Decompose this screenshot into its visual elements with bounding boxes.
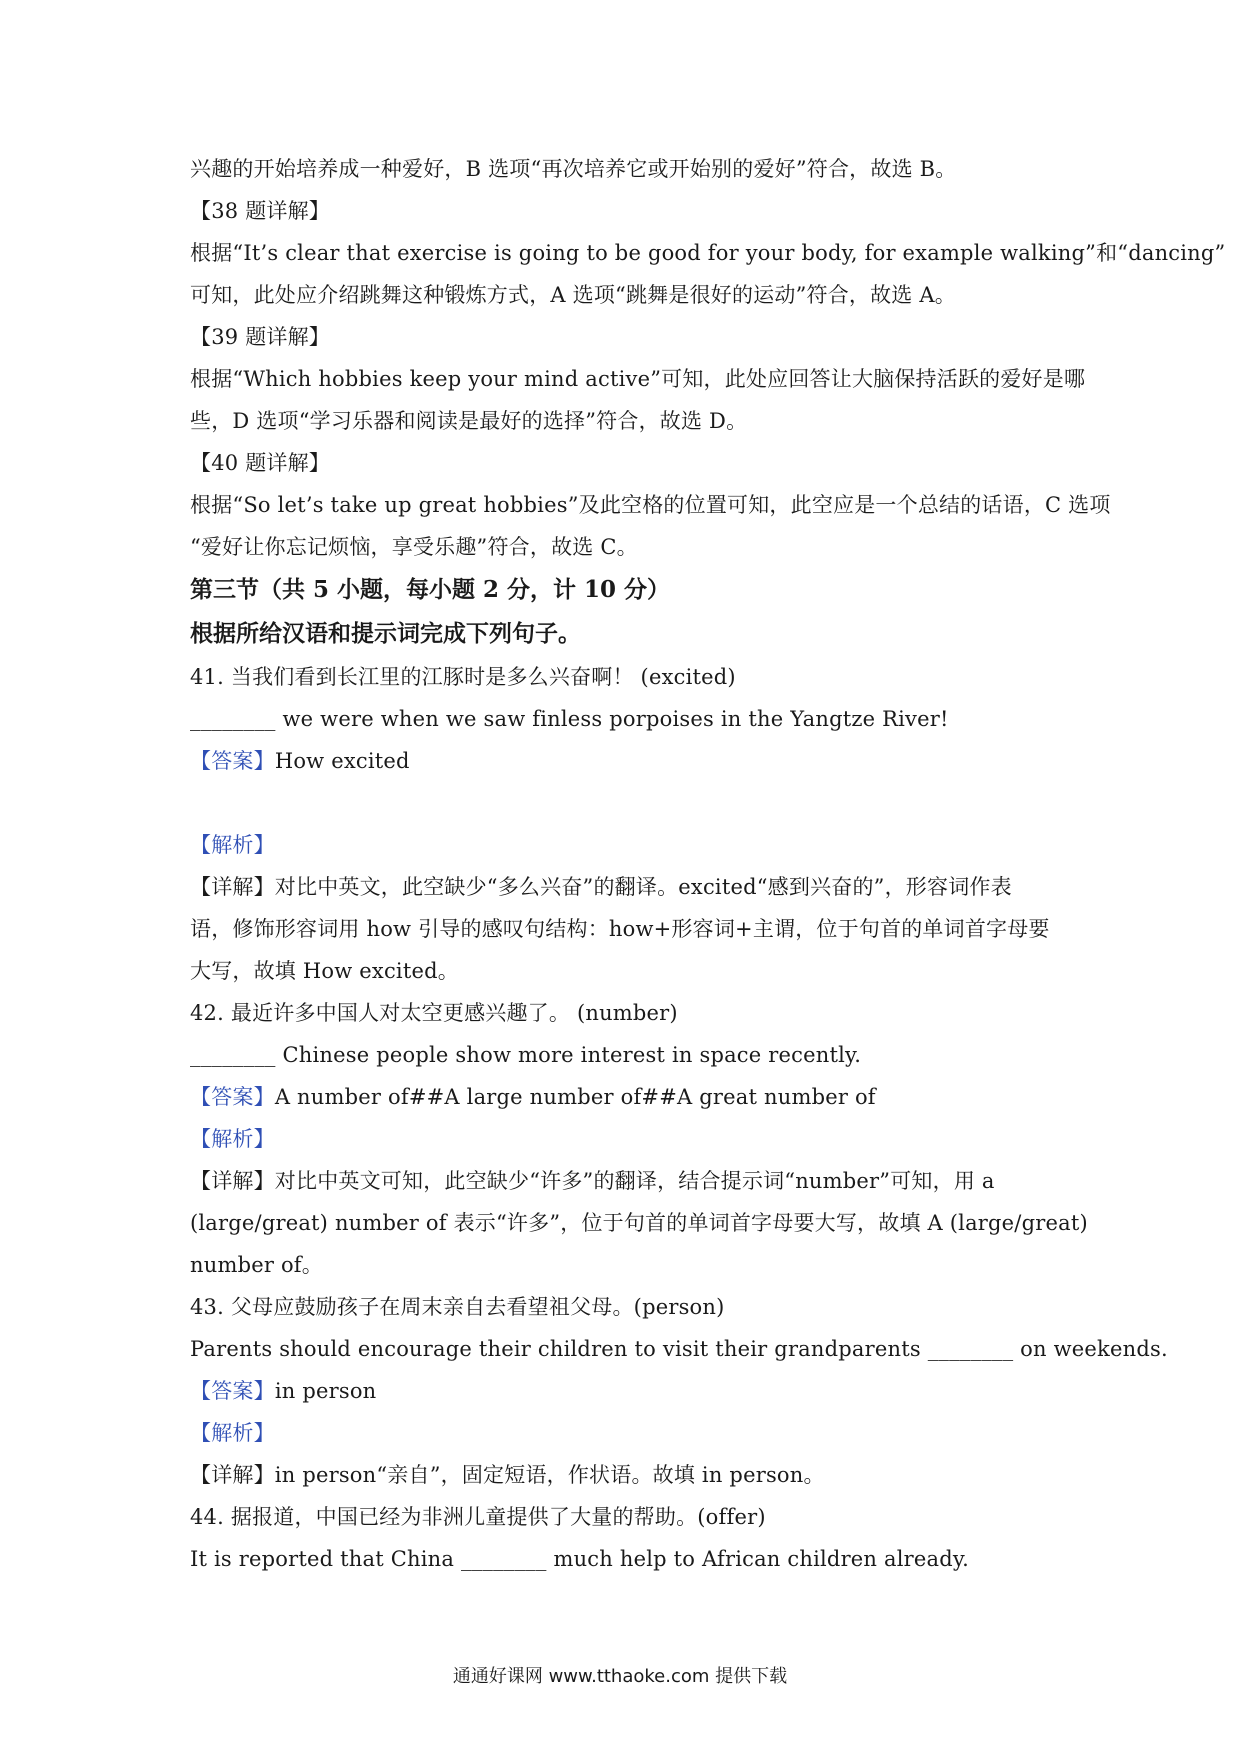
q38-detail-tag: 【38 题详解】 bbox=[190, 199, 330, 223]
text-line: “爱好让你忘记烦恼，享受乐趣”符合，故选 C。 bbox=[190, 535, 638, 559]
q43-analysis-tag: 【解析】 bbox=[190, 1421, 275, 1445]
q44-sentence: It is reported that China ________ much help to African children already. bbox=[190, 1547, 970, 1571]
section-title: 第三节（共 5 小题，每小题 2 分，计 10 分） bbox=[190, 576, 671, 603]
q41-answer-row bbox=[190, 740, 1070, 782]
page-content bbox=[190, 148, 1226, 1580]
text-line: 根据“So let’s take up great hobbies”及此空格的位置可知，此空应是一个总结的话语，C 选项 bbox=[190, 493, 1111, 517]
q39-detail-tag: 【39 题详解】 bbox=[190, 325, 330, 349]
section-instruction: 根据所给汉语和提示词完成下列句子。 bbox=[190, 620, 581, 647]
q42-prompt: 42. 最近许多中国人对太空更感兴趣了。 (number) bbox=[190, 1001, 678, 1025]
text-line: 根据“Which hobbies keep your mind active”可知，此处应回答让大脑保持活跃的爱好是哪 bbox=[190, 367, 1086, 391]
q43-detail-line: 【详解】in person“亲自”，固定短语，作状语。故填 in person。 bbox=[190, 1463, 825, 1487]
text-line: 可知，此处应介绍跳舞这种锻炼方式，A 选项“跳舞是很好的运动”符合，故选 A。 bbox=[190, 283, 956, 307]
q41-detail-line: 大写，故填 How excited。 bbox=[190, 959, 459, 983]
q43-sentence: Parents should encourage their children to visit their grandparents ________ on weekends. bbox=[190, 1337, 1168, 1361]
page-footer: 通通好课网 www.tthaoke.com 提供下载 bbox=[452, 1666, 788, 1687]
text-line: 兴趣的开始培养成一种爱好，B 选项“再次培养它或开始别的爱好”符合，故选 B。 bbox=[190, 157, 957, 181]
q43-answer: in person bbox=[274, 1379, 377, 1403]
q41-answer: How excited bbox=[274, 749, 410, 773]
q40-detail-tag: 【40 题详解】 bbox=[190, 451, 330, 475]
q43-answer-row bbox=[190, 1370, 1070, 1412]
q43-prompt: 43. 父母应鼓励孩子在周末亲自去看望祖父母。(person) bbox=[190, 1295, 725, 1319]
answer-tag: 【答案】 bbox=[190, 749, 275, 773]
text-line: 根据“It’s clear that exercise is going to be good for your body, for example walking”和“dancing” bbox=[190, 241, 1226, 265]
text-line: 些，D 选项“学习乐器和阅读是最好的选择”符合，故选 D。 bbox=[190, 409, 748, 433]
q44-prompt: 44. 据报道，中国已经为非洲儿童提供了大量的帮助。(offer) bbox=[190, 1505, 766, 1529]
q42-detail-line: (large/great) number of 表示“许多”，位于句首的单词首字母要大写，故填 A (large/great) bbox=[190, 1211, 1088, 1235]
q42-detail-line: 【详解】对比中英文可知，此空缺少“许多”的翻译，结合提示词“number”可知，用 a bbox=[190, 1169, 995, 1193]
q42-detail-line: number of。 bbox=[190, 1253, 323, 1277]
q41-sentence: ________ we were when we saw finless porpoises in the Yangtze River! bbox=[190, 707, 949, 731]
q41-prompt: 41. 当我们看到长江里的江豚时是多么兴奋啊！ (excited) bbox=[190, 665, 736, 689]
answer-tag: 【答案】 bbox=[190, 1379, 275, 1403]
q42-sentence: ________ Chinese people show more interest in space recently. bbox=[190, 1043, 862, 1067]
q42-answer-row bbox=[190, 1076, 1070, 1118]
q42-analysis-tag: 【解析】 bbox=[190, 1127, 275, 1151]
answer-tag: 【答案】 bbox=[190, 1085, 275, 1109]
q41-analysis-tag: 【解析】 bbox=[190, 833, 275, 857]
q42-answer: A number of##A large number of##A great number of bbox=[274, 1085, 876, 1109]
q41-detail-line: 【详解】对比中英文，此空缺少“多么兴奋”的翻译。excited“感到兴奋的”，形容词作表 bbox=[190, 875, 1012, 899]
q41-detail-line: 语，修饰形容词用 how 引导的感叹句结构：how+形容词+主谓，位于句首的单词首字母要 bbox=[190, 917, 1050, 941]
